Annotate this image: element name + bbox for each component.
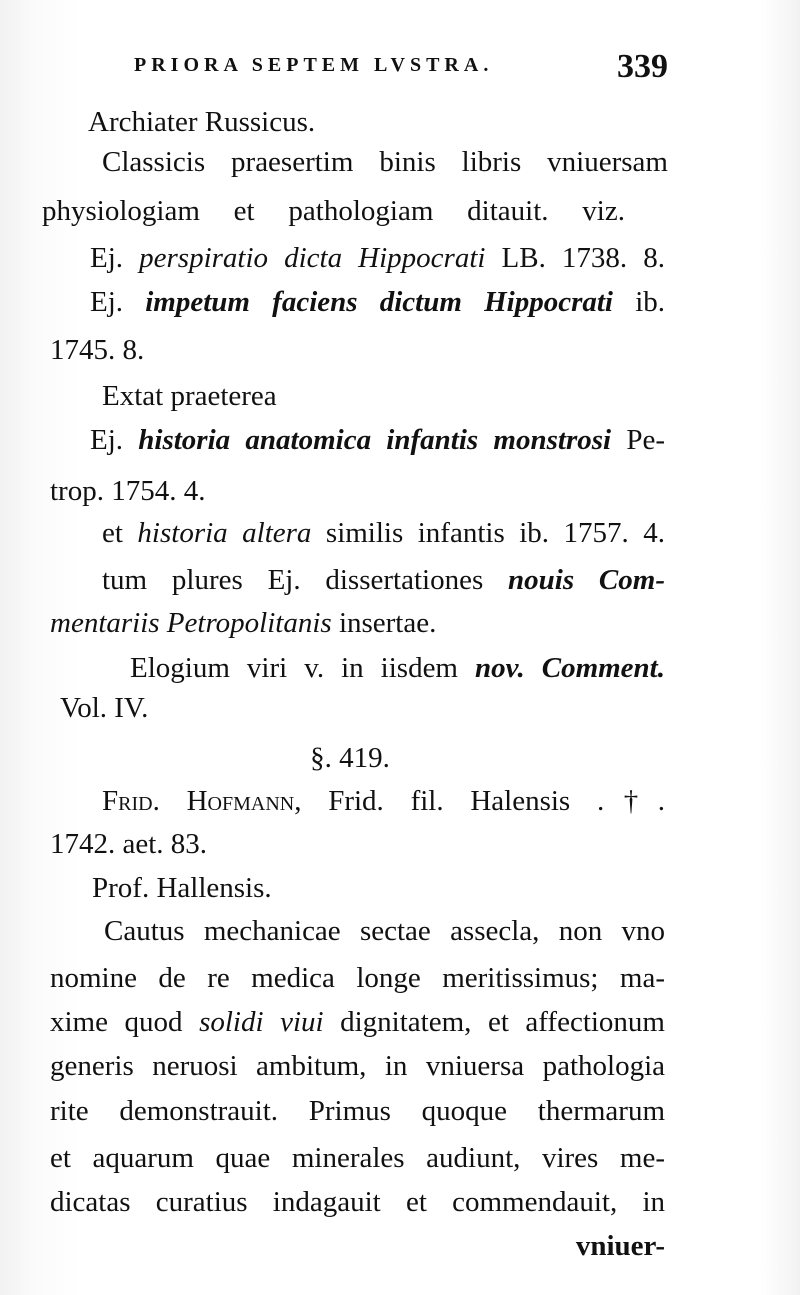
page-header	[128, 48, 668, 88]
section-number: §. 419.	[310, 742, 390, 774]
text-line	[50, 826, 207, 862]
line-text: Vol. IV.	[60, 692, 149, 724]
catchword	[465, 1228, 665, 1264]
line-text: rite demonstrauit. Primus quoque thermarum	[50, 1095, 665, 1127]
emphasis-text: solidi viui	[199, 1006, 324, 1038]
line-text: similis infantis ib. 1757. 4.	[325, 517, 665, 549]
line-text: Elogium viri v. in iisdem	[130, 652, 458, 684]
running-head: PRIORA SEPTEM LVSTRA.	[134, 54, 494, 76]
work-title: mentariis Petropolitanis	[50, 607, 332, 639]
line-text: dicatas curatius indagauit et commendauit, in	[50, 1186, 665, 1218]
line-text: generis neruosi ambitum, in vniuersa pathologia	[50, 1050, 665, 1082]
text-line	[102, 144, 668, 180]
text-line	[50, 1184, 665, 1220]
work-title: historia altera	[137, 517, 312, 549]
text-line	[50, 332, 144, 368]
text-line	[102, 562, 665, 598]
text-line	[50, 605, 436, 641]
text-line	[50, 960, 665, 996]
line-text: insertae.	[338, 607, 437, 639]
text-line	[88, 104, 315, 140]
text-line	[130, 650, 665, 686]
line-text: Ej.	[90, 286, 124, 318]
line-text: 1742. aet. 83.	[50, 828, 208, 860]
line-text: Pe-	[626, 424, 666, 456]
line-text: physiologiam et pathologiam ditauit. viz.	[42, 195, 625, 227]
line-text: et aquarum quae minerales audiunt, vires me-	[50, 1142, 665, 1174]
text-line	[90, 240, 665, 276]
line-text: et	[102, 517, 123, 549]
line-text: Archiater Russicus.	[88, 106, 316, 138]
line-text: ib.	[635, 286, 665, 318]
line-text: Ej.	[90, 242, 124, 274]
line-text: dignitatem, et affectionum	[340, 1006, 665, 1038]
catchword-text: vniuer-	[575, 1230, 665, 1262]
line-text: Frid. fil. Halensis	[328, 785, 571, 817]
work-title: perspiratio dicta Hippocrati	[139, 242, 486, 274]
line-text: nomine de re medica longe meritissimus; ma-	[50, 962, 665, 994]
work-title: impetum faciens dictum Hippocrati	[145, 286, 613, 318]
text-line	[90, 422, 665, 458]
line-text: tum plures Ej. dissertationes	[102, 564, 484, 596]
text-line	[102, 783, 665, 819]
text-line	[102, 515, 665, 551]
page-number: 339	[617, 48, 668, 85]
text-line	[90, 284, 665, 320]
text-line	[102, 378, 277, 414]
line-text: xime quod	[50, 1006, 183, 1038]
line-text: Prof. Hallensis.	[92, 872, 272, 904]
text-line	[50, 1140, 665, 1176]
text-line	[50, 1048, 665, 1084]
work-title: nov. Comment.	[475, 652, 665, 684]
author-name: Frid. Hofmann,	[102, 785, 302, 817]
line-text: Classicis praesertim binis libris vniuersam	[102, 146, 668, 178]
death-mark: .†.	[596, 785, 665, 817]
line-text: 1745. 8.	[50, 334, 145, 366]
work-title: historia anatomica infantis monstrosi	[138, 424, 612, 456]
text-line	[104, 913, 665, 949]
line-text: Cautus mechanicae sectae assecla, non vno	[104, 915, 665, 947]
work-title: nouis Com-	[508, 564, 665, 596]
line-text: LB. 1738. 8.	[501, 242, 666, 274]
text-line	[50, 1093, 665, 1129]
text-line	[50, 1004, 665, 1040]
line-text: trop. 1754. 4.	[50, 475, 206, 507]
section-heading	[260, 740, 440, 776]
line-text: Extat praeterea	[102, 380, 277, 412]
text-line	[42, 193, 625, 229]
line-text: Ej.	[90, 424, 124, 456]
text-line	[60, 690, 148, 726]
text-line	[92, 870, 272, 906]
text-line	[50, 473, 205, 509]
